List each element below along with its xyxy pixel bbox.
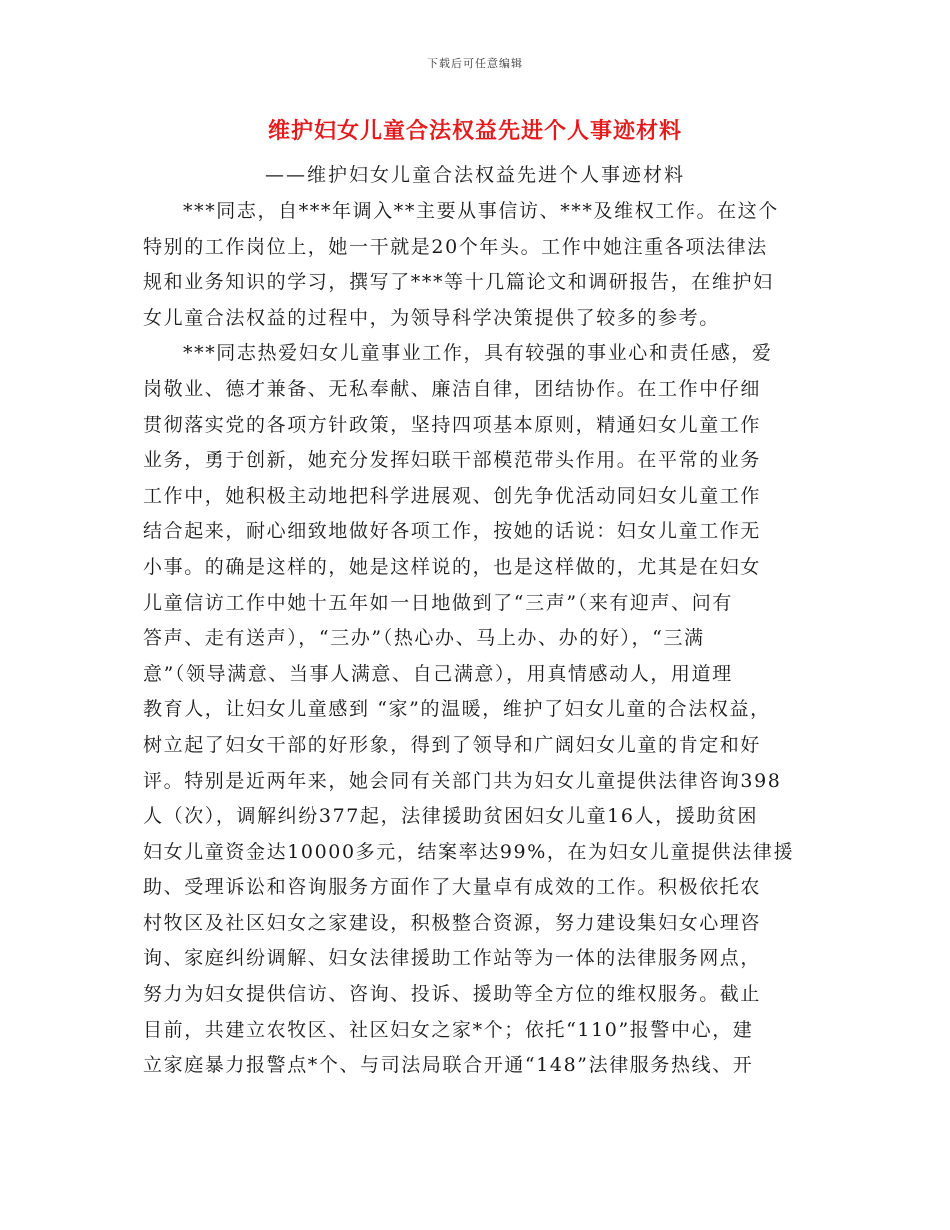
text-line: 女儿童合法权益的过程中，为领导科学决策提供了较多的参考。 <box>143 306 720 329</box>
text-line: 业务，勇于创新，她充分发挥妇联干部模范带头作用。在平常的业务 <box>143 449 762 472</box>
text-line: 努力为妇女提供信访、咨询、投诉、援助等全方位的维权服务。截止 <box>143 983 762 1006</box>
text-line: 助、受理诉讼和咨询服务方面作了大量卓有成效的工作。积极依托农 <box>143 876 762 899</box>
text-line: 工作中，她积极主动地把科学进展观、创先争优活动同妇女儿童工作 <box>143 484 762 507</box>
text-line: 评。特别是近两年来，她会同有关部门共为妇女儿童提供法律咨询398 <box>143 769 782 792</box>
paragraph-1 <box>143 194 823 336</box>
text-line: 树立起了妇女干部的好形象，得到了领导和广阔妇女儿童的肯定和好 <box>143 733 762 756</box>
text-line: ***同志热爱妇女儿童事业工作，具有较强的事业心和责任感，爱 <box>183 342 773 365</box>
text-line: 意”（领导满意、当事人满意、自己满意），用真情感动人，用道理 <box>143 662 733 685</box>
text-line: 立家庭暴力报警点*个、与司法局联合开通“148”法律服务热线、开 <box>143 1054 754 1077</box>
text-line: 目前，共建立农牧区、社区妇女之家*个；依托“110”报警中心，建 <box>143 1018 754 1041</box>
text-line: 妇女儿童资金达10000多元，结案率达99%，在为妇女儿童提供法律援 <box>143 840 795 863</box>
text-line: 儿童信访工作中她十五年如一日地做到了“三声”（来有迎声、问有 <box>143 591 733 614</box>
text-line: 教育人，让妇女儿童感到 “家”的温暖，维护了妇女儿童的合法权益， <box>143 698 771 721</box>
text-line: 规和业务知识的学习，撰写了***等十几篇论文和调研报告，在维护妇 <box>143 271 774 294</box>
text-line: ***同志，自***年调入**主要从事信访、***及维权工作。在这个 <box>183 200 779 222</box>
document-subtitle: ——维护妇女儿童合法权益先进个人事迹材料 <box>264 164 685 186</box>
paragraph-2 <box>143 336 823 1083</box>
document-body <box>143 194 823 1084</box>
text-line: 结合起来，耐心细致地做好各项工作，按她的话说：妇女儿童工作无 <box>143 520 762 543</box>
text-line: 人（次），调解纠纷377起，法律援助贫困妇女儿童16人，援助贫困 <box>143 805 759 828</box>
text-line: 岗敬业、德才兼备、无私奉献、廉洁自律，团结协作。在工作中仔细 <box>143 377 762 400</box>
document-title: 维护妇女儿童合法权益先进个人事迹材料 <box>267 118 682 144</box>
text-line: 询、家庭纠纷调解、妇女法律援助工作站等为一体的法律服务网点， <box>143 947 762 970</box>
text-line: 小事。的确是这样的，她是这样说的，也是这样做的，尤其是在妇女 <box>143 555 762 578</box>
text-line: 特别的工作岗位上，她一干就是20个年头。工作中她注重各项法律法 <box>143 235 768 258</box>
text-line: 答声、走有送声），“三办”（热心办、马上办、办的好），“三满 <box>143 627 705 650</box>
text-line: 贯彻落实党的各项方针政策，坚持四项基本原则，精通妇女儿童工作 <box>143 413 762 436</box>
text-line: 村牧区及社区妇女之家建设，积极整合资源，努力建设集妇女心理咨 <box>143 911 762 934</box>
header-note: 下载后可任意编辑 <box>427 57 523 70</box>
